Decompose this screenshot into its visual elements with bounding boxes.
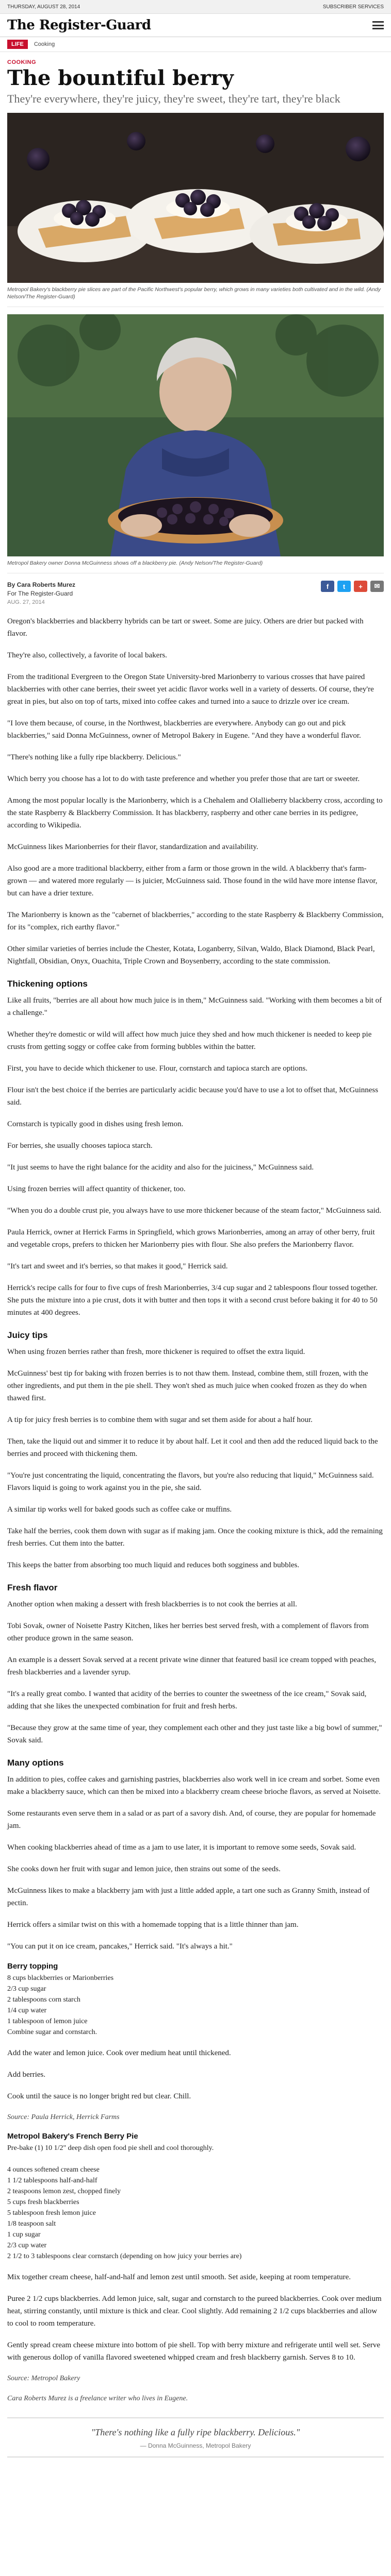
body-paragraph: McGuinness likes to make a blackberry jam with just a little added apple, a tart one such as Granny Smith, instead of pectin. [7,1887,370,1907]
ingredient-line: 2/3 cup water [7,2242,47,2249]
body-paragraph: For berries, she usually chooses tapioca starch. [7,1142,153,1150]
body-paragraph: Like all fruits, "berries are all about how much juice is in them," McGuinness said. "Working with them becomes a bit of a challenge." [7,996,382,1017]
recipe-french-berry-pie [7,2132,384,2262]
ingredient-line: 2 1/2 to 3 tablespoons clear cornstarch (depending on how juicy your berries are) [7,2252,242,2260]
hamburger-menu-icon[interactable] [372,21,384,29]
current-date: THURSDAY, AUGUST 28, 2014 [7,4,80,10]
pull-quote-attribution: — Donna McGuinness, Metropol Bakery [140,2442,251,2449]
recipe-step: Mix together cream cheese, half-and-half and lemon zest until smooth. Set aside, keeping at room temperature. [7,2273,351,2281]
body-paragraph: "Because they grow at the same time of year, they complement each other and they just taste like a big bowl of summer," Sovak said. [7,1724,382,1744]
pull-quote [7,2417,384,2458]
body-paragraph: This keeps the batter from absorbing too much liquid and reduces both sogginess and bubbles. [7,1561,300,1569]
pie-slices-image [7,113,384,283]
body-paragraph: Also good are a more traditional blackberry, either from a farm or those grown in the wild. A blackberry that's farm-grown — and watered more regularly — is juicier, McGuinness said. Those found in the wild have more intense flavor, but can have a drier texture. [7,865,378,897]
photo-caption-2: Metropol Bakery owner Donna McGuinness shows off a blackberry pie. (Andy Nelson/The Register-Guard) [7,556,384,573]
body-paragraph: Cornstarch is typically good in dishes using fresh lemon. [7,1120,184,1128]
top-utility-bar [0,0,391,14]
share-buttons [321,581,384,592]
ingredient-line: 2/3 cup sugar [7,1985,46,1993]
recipe-step: Cook until the sauce is no longer bright red but clear. Chill. [7,2092,191,2100]
body-paragraph: "You can put it on ice cream, pancakes," Herrick said. "It's always a hit." [7,1942,233,1951]
article-kicker: COOKING [7,59,37,65]
body-paragraph: "It's tart and sweet and it's berries, so that makes it good," Herrick said. [7,1262,228,1270]
body-paragraph: Some restaurants even serve them in a salad or as part of a savory dish. And, of course, they are popular for homemade jam. [7,1809,376,1830]
body-paragraph: McGuinness' best tip for baking with frozen berries is to not thaw them. Instead, combine them, still frozen, with the other ingredients, and put them in the pie shell. They won't shed as much juice when cooked frozen as they do when thawed first. [7,1369,368,1402]
body-paragraph: "I love them because, of course, in the Northwest, blackberries are everywhere. Anybody can go out and pick blackberries," said Donna McGuinness, owner of Metropol Bakery in Eugene. "And they have a wonderful flavor. [7,719,361,740]
ingredient-line: 1 tablespoon of lemon juice [7,2018,88,2025]
recipe-step: Add berries. [7,2071,46,2079]
body-paragraph: McGuinness likes Marionberries for their flavor, standardization and availability. [7,843,258,851]
body-paragraph: Herrick's recipe calls for four to five cups of fresh Marionberries, 3/4 cup sugar and 2 tablespoons flour tossed together. She puts the mixture into a pie crust, dots it with butter and then tops it with a second crust before baking it for 40 to 50 minutes at 400 degrees. [7,1284,378,1317]
author-note: Cara Roberts Murez is a freelance writer who lives in Eugene. [7,2395,188,2402]
ingredient-line: 1/4 cup water [7,2007,47,2014]
ingredient-line: 2 teaspoons lemon zest, chopped finely [7,2188,121,2195]
photo-pie-slices[interactable] [7,113,384,283]
recipe-step: Puree 2 1/2 cups blackberries. Add lemon juice, salt, sugar and cornstarch to the pureed blackberries. Cook over medium heat, stirring constantly, until mixture is thick and clear. Cool slightly. Add remaining 2 1/2 cups blackberries and allow to cool to room temperature. [7,2295,382,2328]
body-paragraph: "You're just concentrating the liquid, concentrating the flavors, but you're also reducing that liquid," McGuinness said. Flavors liquid is going to work against you in the pie, she said. [7,1471,374,1492]
article-body [7,615,384,2458]
body-paragraph: When using frozen berries rather than fresh, more thickener is required to offset the extra liquid. [7,1348,305,1356]
byline-date: AUG. 27, 2014 [7,599,45,605]
article [0,59,391,2458]
article-headline: The bountiful berry [7,66,234,90]
googleplus-share-icon[interactable]: + [354,581,367,592]
ingredient-line: 1/8 teaspoon salt [7,2220,56,2228]
recipe-step: Gently spread cream cheese mixture into bottom of pie shell. Top with berry mixture and refrigerate until well set. Serve with generous dollop of vanilla flavored sweetened whipped cream and fresh blackberry garnish. Serves 8 to 10. [7,2341,381,2362]
ingredient-line: 8 cups blackberries or Marionberries [7,1974,114,1982]
body-paragraph: In addition to pies, coffee cakes and garnishing pastries, blackberries also work well in ice cream and sorbet. Some even make a blackberry sauce, which can then be mixed into a blackberry cream cheese brioche flavors, as served at Noisette. [7,1775,381,1796]
body-paragraph: The Marionberry is known as the "cabernet of blackberries," according to the state Raspberry & Blackberry Commission, for its "complex, rich earthy flavor." [7,911,384,931]
ingredient-line: 4 ounces softened cream cheese [7,2166,100,2174]
body-paragraph: A tip for juicy fresh berries is to combine them with sugar and set them aside for about a half hour. [7,1416,313,1424]
breadcrumb-cooking[interactable]: Cooking [34,41,55,47]
body-paragraph: Oregon's blackberries and blackberry hybrids can be tart or sweet. Some are juicy. Others are drier but packed with flavor. [7,617,364,638]
photo-caption-1: Metropol Bakery's blackberry pie slices are part of the Pacific Northwest's popular berry, which grows in many varieties both cultivated and in the wild. (Andy Nelson/The Register-Guard) [7,283,384,307]
body-paragraph: Using frozen berries will affect quantity of thickener, too. [7,1185,186,1193]
article-subhead: They're everywhere, they're juicy, they're sweet, they're tart, they're black [7,92,340,105]
byline-author[interactable]: By Cara Roberts Murez [7,581,76,588]
photo-baker-with-pie[interactable] [7,314,384,556]
body-paragraph: Other similar varieties of berries include the Chester, Kotata, Loganberry, Silvan, Waldo, Black Diamond, Black Pearl, Nightfall, Obsidian, Onyx, Ouachita, Triple Crown and Boysenberry, according to the state commission. [7,945,375,965]
ingredient-line: 1 cup sugar [7,2231,41,2239]
baker-portrait-image [7,314,384,556]
ingredient-line [7,2154,384,2164]
body-paragraph: "It just seems to have the right balance for the acidity and also for the juiciness," McGuinness said. [7,1163,314,1172]
ingredient-line: 1 1/2 tablespoons half-and-half [7,2177,97,2184]
section-heading-many-options: Many options [7,1758,64,1768]
body-paragraph: First, you have to decide which thickener to use. Flour, cornstarch and tapioca starch are options. [7,1064,308,1073]
byline-outlet: For The Register-Guard [7,590,73,597]
recipe-berry-topping [7,1962,384,2038]
byline [7,581,75,607]
body-paragraph: Among the most popular locally is the Marionberry, which is a Chehalem and Olallieberry blackberry cross, according to the state Raspberry & Blackberry Commission. It has blackberry, raspberry and other cane berries in its pedigree, according to Wikipedia. [7,796,383,829]
body-paragraph: From the traditional Evergreen to the Oregon State University-bred Marionberry to various crosses that have paired blackberries with other cane berries, their sweet yet acidic flavor works well in a variety of desserts. Of course, they're great in pies, but also on top of tarts, mixed into coffee cakes and turned into a sauce to drizzle over ice cream. [7,673,374,706]
section-heading-thickening: Thickening options [7,979,88,989]
masthead [0,14,391,37]
subscriber-services-link[interactable]: SUBSCRIBER SERVICES [322,4,384,10]
body-paragraph: "It's a really great combo. I wanted that acidity of the berries to counter the sweetness of the ice cream," Sovak said, adding that she likes the unexpected combination for fruit and fresh herbs. [7,1690,367,1710]
email-share-icon[interactable]: ✉ [370,581,384,592]
body-paragraph: Another option when making a dessert with fresh blackberries is to not cook the berries at all. [7,1600,297,1608]
ingredient-line: 2 tablespoons corn starch [7,1996,80,2004]
body-paragraph: Take half the berries, cook them down with sugar as if making jam. Once the cooking mixture is thick, add the remaining fresh berries. Cut them into the batter. [7,1527,383,1548]
twitter-share-icon[interactable]: t [337,581,351,592]
section-tag-life[interactable]: LIFE [7,40,28,49]
body-paragraph: "There's nothing like a fully ripe blackberry. Delicious." [7,753,181,761]
body-paragraph: Herrick offers a similar twist on this with a homemade topping that is a little thinner than jam. [7,1921,299,1929]
recipe-source: Source: Metropol Bakery [7,2375,80,2382]
body-paragraph: Which berry you choose has a lot to do with taste preference and whether you prefer those that are tart or sweeter. [7,775,360,783]
body-paragraph: Whether they're domestic or wild will affect how much juice they shed and how much thickener is needed to keep pie crusts from getting soggy or coffee cake from forming bubbles within the batter. [7,1030,372,1051]
section-heading-fresh-flavor: Fresh flavor [7,1583,58,1592]
byline-row [7,581,384,607]
recipe-title: Metropol Bakery's French Berry Pie [7,2132,138,2141]
body-paragraph: She cooks down her fruit with sugar and lemon juice, then strains out some of the seeds. [7,1865,281,1873]
body-paragraph: Paula Herrick, owner at Herrick Farms in Springfield, which grows Marionberries, among an array of other berry, fruit and vegetable crops, prefers to thicken her Marionberry pies with flour. She also prefers the Marionberry flavor. [7,1228,375,1249]
site-logo[interactable]: The Register-Guard [7,18,151,33]
body-paragraph: "When you do a double crust pie, you always have to use more thickener because of the steam factor," McGuinness said. [7,1207,382,1215]
section-heading-juicy-tips: Juicy tips [7,1330,48,1340]
body-paragraph: They're also, collectively, a favorite of local bakers. [7,651,167,659]
body-paragraph: Flour isn't the best choice if the berries are particularly acidic because you'd have to use a lot to offset that, McGuinness said. [7,1086,379,1107]
recipe-source: Source: Paula Herrick, Herrick Farms [7,2113,120,2121]
ingredient-line: Pre-bake (1) 10 1/2" deep dish open food pie shell and cool thoroughly. [7,2144,214,2152]
body-paragraph: An example is a dessert Sovak served at a recent private wine dinner that featured basil ice cream topped with peaches, fresh blackberries and a lavender syrup. [7,1656,377,1676]
ingredient-line: 5 tablespoon fresh lemon juice [7,2209,96,2217]
ingredient-line: 5 cups fresh blackberries [7,2198,79,2206]
facebook-share-icon[interactable]: f [321,581,334,592]
recipe-step: Add the water and lemon juice. Cook over medium heat until thickened. [7,2049,231,2057]
section-nav [0,37,391,52]
body-paragraph: Tobi Sovak, owner of Noisette Pastry Kitchen, likes her berries best served fresh, with a complement of flavors from other produce grown in the same season. [7,1622,369,1642]
body-paragraph: When cooking blackberries ahead of time as a jam to use later, it is important to remove some seeds, Sovak said. [7,1843,356,1852]
pull-quote-text: "There's nothing like a fully ripe blackberry. Delicious." [91,2427,300,2437]
body-paragraph: A similar tip works well for baked goods such as coffee cake or muffins. [7,1505,232,1514]
ingredient-line: Combine sugar and cornstarch. [7,2028,97,2036]
recipe-title: Berry topping [7,1962,58,1971]
body-paragraph: Then, take the liquid out and simmer it to reduce it by about half. Let it cool and then add the reduced liquid back to the berries and proceed with thickening them. [7,1437,378,1458]
